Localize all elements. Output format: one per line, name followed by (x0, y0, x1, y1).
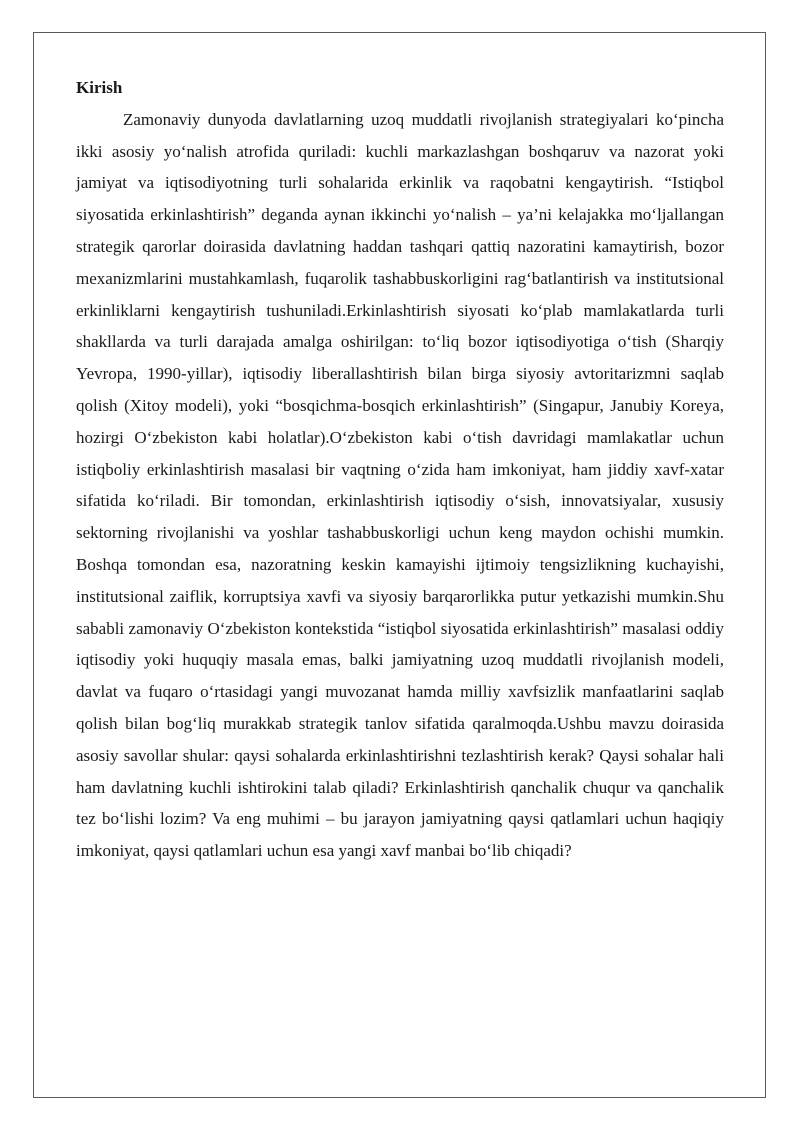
section-heading: Kirish (76, 78, 123, 97)
document-body (76, 72, 724, 867)
body-paragraph: Zamonaviy dunyoda davlatlarning uzoq muddatli rivojlanish strategiyalari ko‘pincha ikki asosiy yo‘nalish atrofida quriladi: kuchli markazlashgan boshqaruv va nazorat yoki jamiyat va iqtisodiyotning turli sohalarida erkinlik va raqobatni kengaytirish. “Istiqbol siyosatida erkinlashtirish” deganda aynan ikkinchi yo‘nalish – ya’ni kelajakka mo‘ljallangan strategik qarorlar doirasida davlatning haddan tashqari qattiq nazoratini kamaytirish, bozor mexanizmlarini mustahkamlash, fuqarolik tashabbuskorligini rag‘batlantirish va institutsional erkinliklarni kengaytirish tushuniladi.Erkinlashtirish siyosati ko‘plab mamlakatlarda turli shakllarda va turli darajada amalga oshirilgan: to‘liq bozor iqtisodiyotiga o‘tish (Sharqiy Yevropa, 1990-yillar), iqtisodiy liberallashtirish bilan birga siyosiy avtoritarizmni saqlab qolish (Xitoy modeli), yoki “bosqichma-bosqich erkinlashtirish” (Singapur, Janubiy Koreya, hozirgi O‘zbekiston kabi holatlar).O‘zbekiston kabi o‘tish davridagi mamlakatlar uchun istiqboliy erkinlashtirish masalasi bir vaqtning o‘zida ham imkoniyat, ham jiddiy xavf-xatar sifatida ko‘riladi. Bir tomondan, erkinlashtirish iqtisodiy o‘sish, innovatsiyalar, xususiy sektorning rivojlanishi va yoshlar tashabbuskorligi uchun keng maydon ochishi mumkin. Boshqa tomondan esa, nazoratning keskin kamayishi ijtimoiy tengsizlikning kuchayishi, institutsional zaiflik, korruptsiya xavfi va siyosiy barqarorlikka putur yetkazishi mumkin.Shu sababli zamonaviy O‘zbekiston kontekstida “istiqbol siyosatida erkinlashtirish” masalasi oddiy iqtisodiy yoki huquqiy masala emas, balki jamiyatning uzoq muddatli rivojlanish modeli, davlat va fuqaro o‘rtasidagi yangi muvozanat hamda milliy xavfsizlik manfaatlarini saqlab qolish bilan bog‘liq murakkab strategik tanlov sifatida qaralmoqda.Ushbu mavzu doirasida asosiy savollar shular: qaysi sohalarda erkinlashtirishni tezlashtirish kerak? Qaysi sohalar hali ham davlatning kuchli ishtirokini talab qiladi? Erkinlashtirish qanchalik chuqur va qanchalik tez bo‘lishi lozim? Va eng muhimi – bu jarayon jamiyatning qaysi qatlamlari uchun haqiqiy imkoniyat, qaysi qatlamlari uchun esa yangi xavf manbai bo‘lib chiqadi? (76, 109, 724, 861)
